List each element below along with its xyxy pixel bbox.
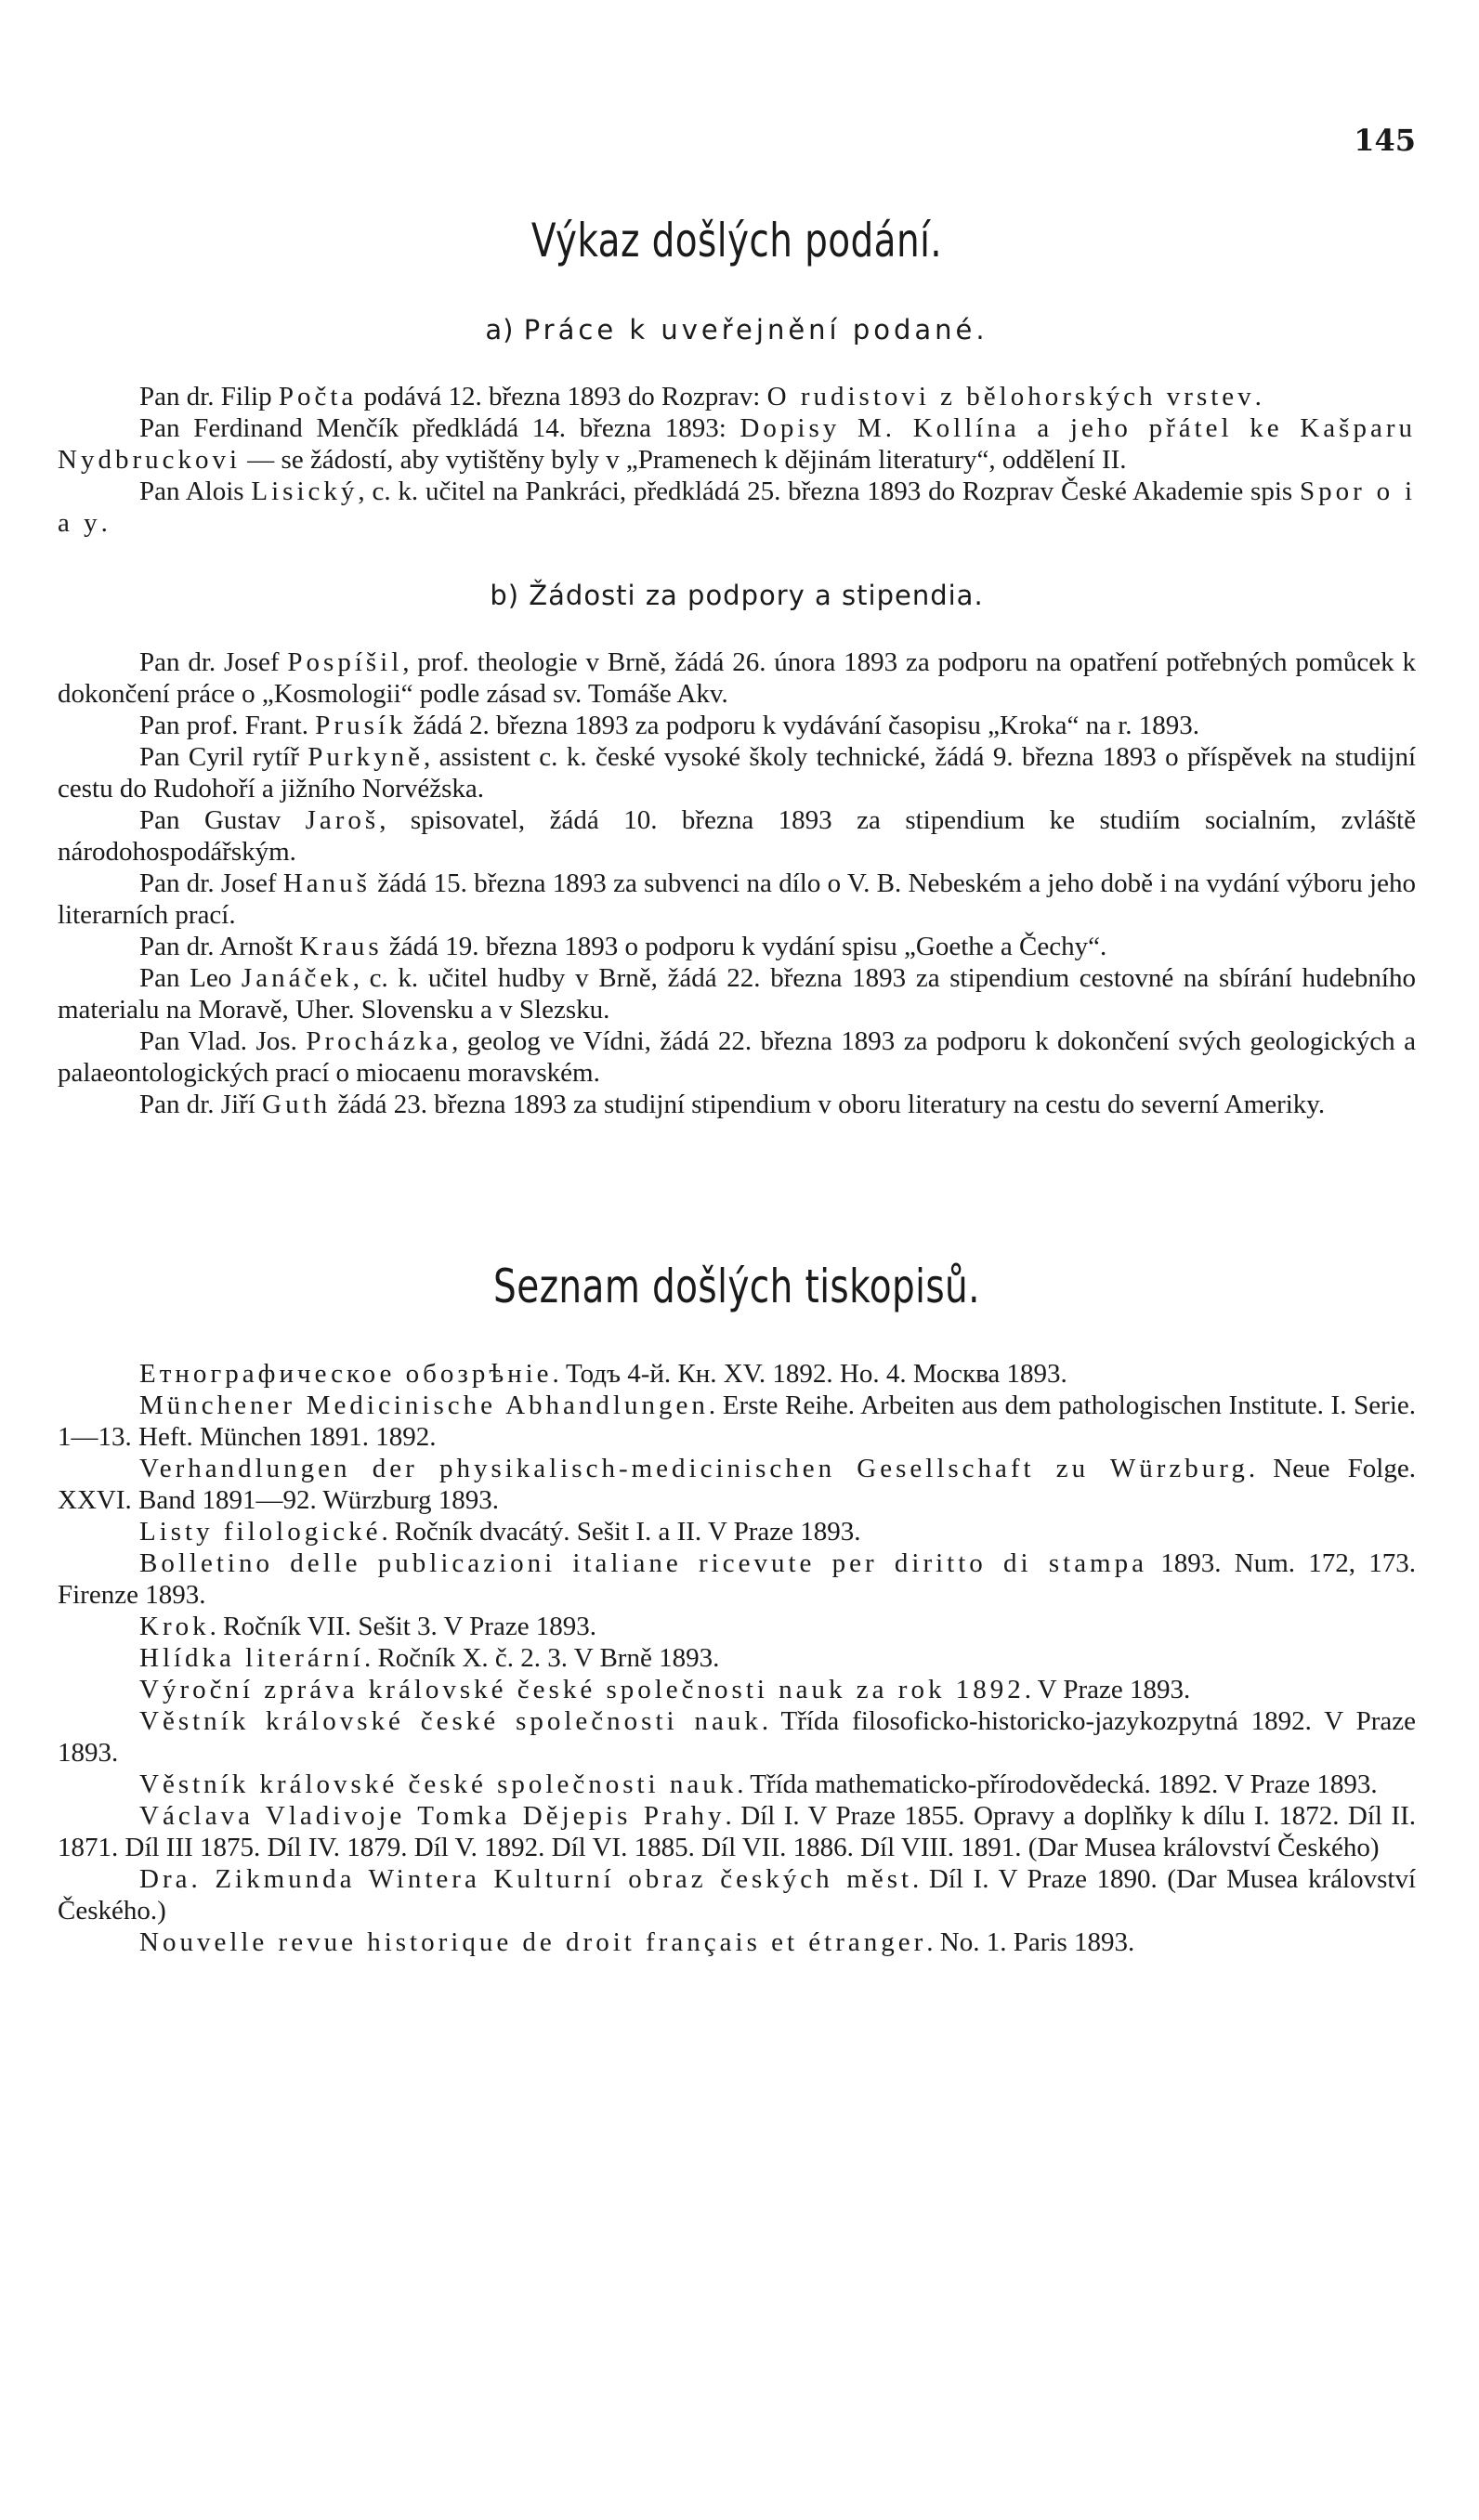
submission-entry [58,412,1416,476]
entry-text: , c. k. učitel hudby v Brně, žádá 22. března 1893 za stipendium cestovné na sbírání hudebního materialu na Moravě, Uher. Slovensku a v Slezsku. [58,963,1416,1025]
entry-text: žádá 23. března 1893 za studijní stipendium v oboru literatury na cestu do severní Ameriky. [331,1090,1326,1119]
applicant-name: Janáček [241,963,353,993]
entry-text: Pan Gustav [139,805,306,835]
print-entry [58,1863,1416,1926]
print-title: Hlídka literární [139,1643,364,1673]
print-details: . Ročník VII. Sešit 3. V Praze 1893. [209,1612,597,1641]
grant-request-entry [58,710,1416,741]
print-title: Münchener Medicinische Abhandlungen [139,1391,709,1420]
author-name: Lisický [251,477,359,506]
section-title-submissions: Výkaz došlých podání. [530,214,943,268]
grant-requests-list [58,646,1416,1120]
subheading-a-text: Práce k uveřejnění podané. [523,314,988,346]
print-details: . No. 1. Paris 1893. [926,1927,1135,1957]
subheading-b [58,580,1416,611]
work-title: O rudistovi z bělohorských vrstev [766,382,1255,411]
entry-text: , assistent c. k. české vysoké školy technické, žádá 9. března 1893 o příspěvek na studijní cestu do Rudohoří a jižního Norvéžska. [58,742,1416,803]
entry-text: žádá 15. března 1893 za subvenci na dílo o V. B. Nebeském a jeho době i na vydání výboru jeho literarních prací. [58,868,1416,930]
entry-text: . [1254,382,1262,411]
print-details: . Díl I. V Praze 1890. (Dar Musea království Českého.) [58,1864,1416,1926]
print-entry [58,1358,1416,1390]
print-title: Етнографическое обозрѣніе [139,1359,553,1389]
entry-text: Pan dr. Josef [139,868,283,898]
subheading-a-letter: a) [485,314,515,346]
print-entry [58,1547,1416,1611]
entry-text: Pan dr. Jiří [139,1090,263,1119]
print-entry [58,1705,1416,1769]
applicant-name: Guth [262,1090,332,1119]
page-content [58,111,1416,1958]
print-title: Listy filologické [139,1517,382,1547]
print-details: . Neue Folge. XXVI. Band 1891—92. Würzburg 1893. [58,1454,1416,1515]
print-entry [58,1516,1416,1547]
entry-text: podává 12. března 1893 do Rozprav: [357,382,767,411]
print-entry [58,1611,1416,1642]
print-title: Bolletino delle publicazioni italiane ricevute per diritto di stampa [139,1548,1147,1578]
submission-entry [58,381,1416,412]
submission-entry [58,476,1416,539]
print-entry [58,1453,1416,1516]
subheading-b-letter: b) [490,580,520,611]
entry-text: , c. k. učitel na Pankráci, předkládá 25. března 1893 do Rozprav České Akademie spis [358,477,1301,506]
print-entry [58,1674,1416,1705]
work-title: Spor o i a y [58,477,1417,538]
print-details: . Erste Reihe. Arbeiten aus dem pathologischen Institute. I. Serie. 1—13. Heft. München 1891. 1892. [58,1391,1417,1452]
print-details: . Třída mathematicko-přírodovědecká. 1892. V Praze 1893. [737,1769,1378,1799]
print-title: Dra. Zikmunda Wintera Kulturní obraz českých měst [139,1864,913,1894]
entry-text: , prof. theologie v Brně, žádá 26. února 1893 za podporu na opatření potřebných pomůcek k dokončení práce o „Kosmologii“ podle zásad sv. Tomáše Akv. [58,647,1416,709]
entry-text: žádá 19. března 1893 o podporu k vydání spisu „Goethe a Čechy“. [382,932,1107,961]
print-details: . Тодъ 4-й. Кн. XV. 1892. Но. 4. Москва 1893. [552,1359,1067,1389]
print-details: . V Praze 1893. [1024,1675,1191,1704]
print-details: 1893. Num. 172, 173. Firenze 1893. [58,1548,1416,1610]
entry-text: Pan Ferdinand Menčík předkládá 14. března 1893: [139,413,740,443]
print-details: . Ročník X. č. 2. 3. V Brně 1893. [363,1643,720,1673]
entry-text: Pan Alois [139,477,252,506]
print-details: . Díl I. V Praze 1855. Opravy a doplňky k dílu I. 1872. Díl II. 1871. Díl III 1875. Díl IV. 1879. Díl V. 1892. Díl VI. 1885. Díl VII. 1886. Díl VIII. 1891. (Dar Musea království Českého) [58,1801,1416,1862]
print-title: Výroční zpráva královské české společnosti nauk za rok 1892 [139,1675,1025,1704]
applicant-name: Pospíšil [287,647,403,677]
entry-text: Pan Vlad. Jos. [139,1026,307,1056]
grant-request-entry [58,1025,1416,1089]
print-entry [58,1800,1416,1863]
grant-request-entry [58,741,1416,804]
submissions-list [58,381,1416,539]
work-title: Dopisy M. Kollína a jeho přátel ke Kašparu Nydbruckovi [58,413,1416,475]
entry-text: žádá 2. března 1893 za podporu k vydávání časopisu „Kroka“ na r. 1893. [406,711,1200,740]
grant-request-entry [58,1089,1416,1120]
grant-request-entry [58,931,1416,962]
entry-text: Pan dr. Filip [139,382,279,411]
author-name: Počta [278,382,358,411]
print-title: Věstník královské české společnosti nauk [139,1706,762,1736]
applicant-name: Hanuš [282,868,371,898]
applicant-name: Kraus [299,932,383,961]
applicant-name: Purkyně [308,742,424,772]
applicant-name: Procházka [306,1026,452,1056]
page-number: 145 [1354,123,1416,158]
grant-request-entry [58,868,1416,931]
print-details: . Třída filosoficko-historicko-jazykozpytná 1892. V Praze 1893. [58,1706,1416,1768]
print-title: Václava Vladivoje Tomka Dějepis Prahy [139,1801,726,1831]
entry-text: , geolog ve Vídni, žádá 22. března 1893 za podporu k dokončení svých geologických a palaeontologických prací o miocaenu moravském. [58,1026,1416,1088]
section-title-prints: Seznam došlých tiskopisů. [493,1260,980,1313]
entry-text: Pan dr. Arnošt [139,932,300,961]
subheading-a [58,314,1416,346]
applicant-name: Prusík [315,711,407,740]
entry-text: , spisovatel, žádá 10. března 1893 za stipendium ke studiím socialním, zvláště národohospodářským. [58,805,1416,867]
print-title: Nouvelle revue historique de droit français et étranger [139,1927,927,1957]
print-title: Krok [139,1612,210,1641]
entry-text: . [100,508,108,538]
print-title: Věstník královské české společnosti nauk [139,1769,738,1799]
print-entry [58,1642,1416,1674]
entry-text: Pan dr. Josef [139,647,288,677]
subheading-b-text: Žádosti za podpory a stipendia. [529,580,984,611]
entry-text: — se žádostí, aby vytištěny byly v „Pramenech k dějinám literatury“, oddělení II. [241,445,1127,475]
grant-request-entry [58,962,1416,1025]
received-prints-list [58,1358,1416,1958]
entry-text: Pan Leo [139,963,242,993]
print-details: . Ročník dvacátý. Sešit I. a II. V Praze 1893. [381,1517,861,1547]
print-entry [58,1769,1416,1800]
print-title: Verhandlungen der physikalisch-medicinischen Gesellschaft zu Würzburg [139,1454,1249,1483]
print-entry [58,1390,1416,1453]
entry-text: Pan Cyril rytíř [139,742,308,772]
applicant-name: Jaroš [305,805,380,835]
print-entry [58,1926,1416,1958]
entry-text: Pan prof. Frant. [139,711,316,740]
grant-request-entry [58,646,1416,710]
grant-request-entry [58,804,1416,868]
